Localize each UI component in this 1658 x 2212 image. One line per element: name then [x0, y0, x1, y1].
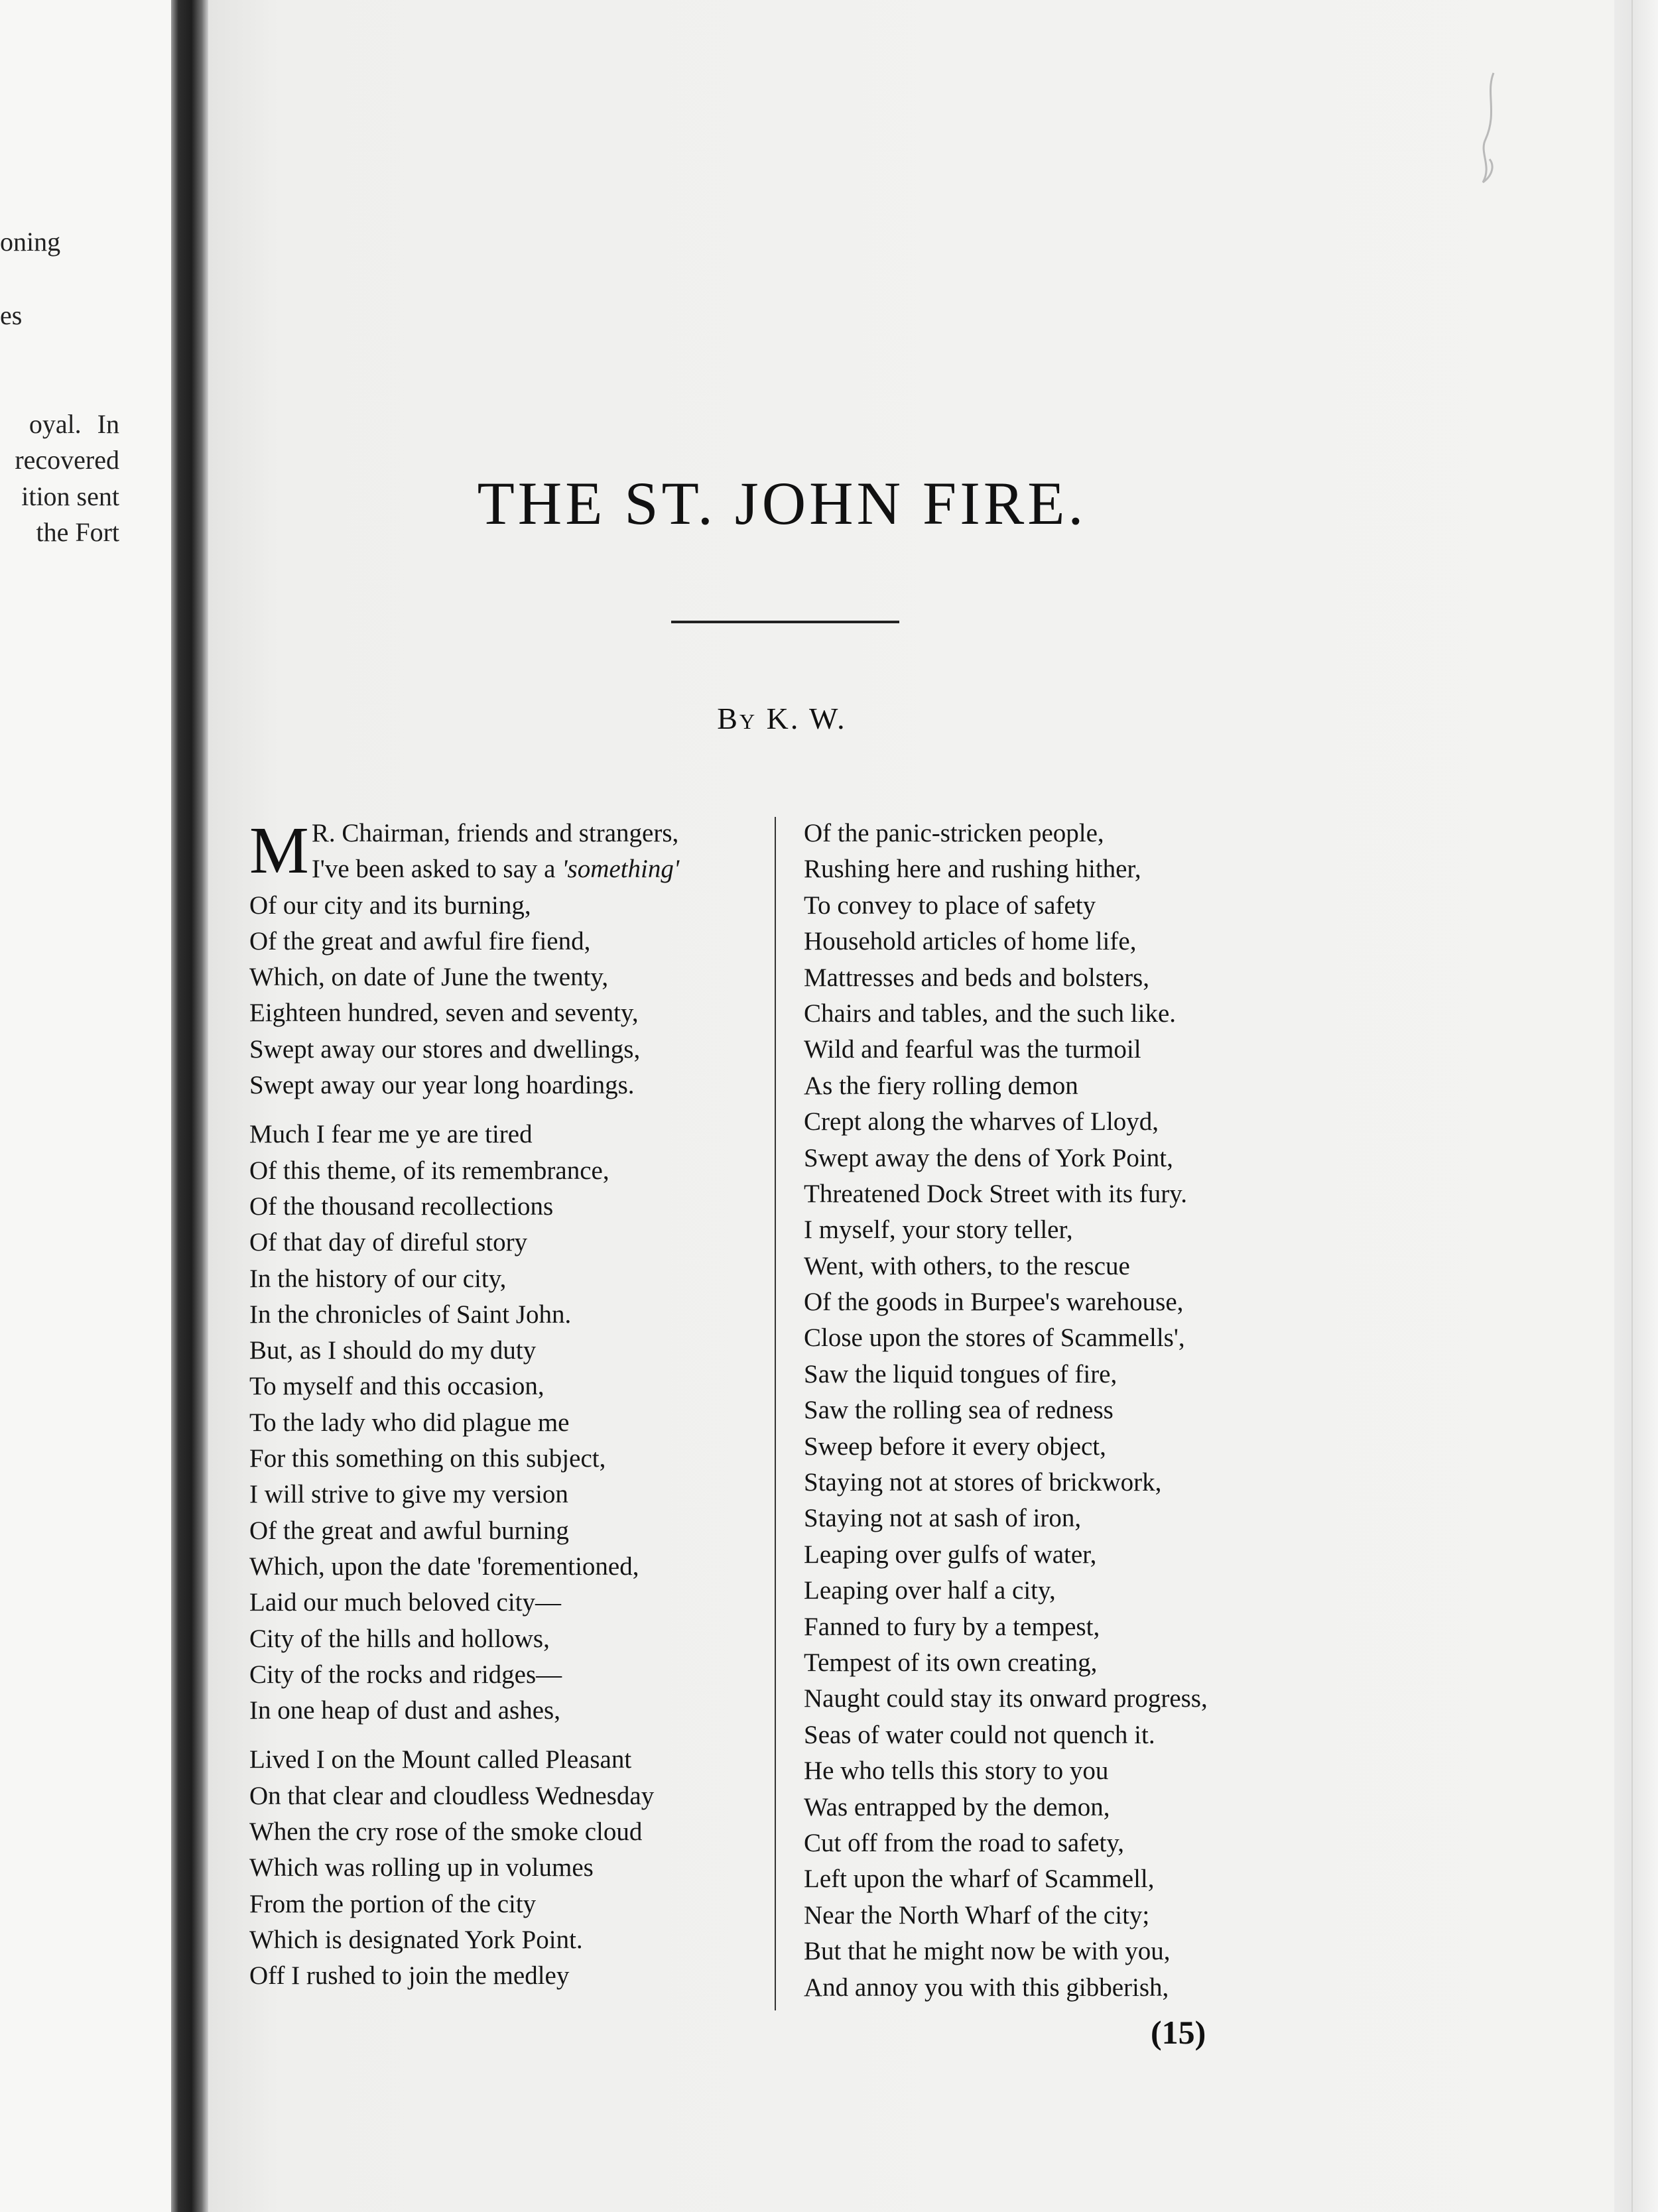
poem-line: Which, upon the date 'forementioned, [249, 1552, 639, 1581]
poem-line: Saw the liquid tongues of fire, [804, 1359, 1117, 1388]
column-divider [775, 817, 776, 2010]
poem-line: Cut off from the road to safety, [804, 1828, 1125, 1857]
facing-page-text: the Fort [36, 517, 119, 547]
poem-line: I myself, your story teller, [804, 1215, 1073, 1245]
poem-line: To the lady who did plague me [249, 1408, 570, 1437]
poem-line: Mattresses and beds and bolsters, [804, 963, 1149, 992]
poem-line: On that clear and cloudless Wednesday [249, 1781, 655, 1810]
facing-page-text: oyal. In [29, 409, 119, 439]
poem-line: City of the hills and hollows, [249, 1624, 550, 1653]
facing-page-text: recovered [15, 445, 119, 475]
poem-line: Which was rolling up in volumes [249, 1853, 594, 1882]
poem-line: Sweep before it every object, [804, 1432, 1106, 1461]
poem-line: City of the rocks and ridges— [249, 1660, 562, 1689]
poem-stanza [249, 1742, 654, 1994]
poem-line: Leaping over gulfs of water, [804, 1540, 1097, 1569]
poem-line: Went, with others, to the rescue [804, 1251, 1130, 1280]
page-title: THE ST. JOHN FIRE. [477, 469, 1087, 537]
poem-line: In one heap of dust and ashes, [249, 1696, 560, 1725]
poem-line: When the cry rose of the smoke cloud [249, 1817, 643, 1847]
page-edge-line [1631, 0, 1633, 2212]
poem-line: Of the great and awful fire fiend, [249, 926, 591, 955]
poem-line: R. Chairman, friends and strangers, [311, 819, 679, 847]
byline-by: By [717, 702, 757, 735]
pencil-mark [1466, 66, 1505, 199]
poem-line: Lived I on the Mount called Pleasant [249, 1745, 632, 1774]
poem-line: For this something on this subject, [249, 1444, 606, 1473]
poem-line: Was entrapped by the demon, [804, 1792, 1110, 1821]
poem-line: Staying not at sash of iron, [804, 1504, 1082, 1533]
poem-line: Staying not at stores of brickwork, [804, 1468, 1162, 1497]
poem-line: Close upon the stores of Scammells', [804, 1323, 1185, 1353]
poem-line: Left upon the wharf of Scammell, [804, 1865, 1155, 1894]
poem-line: Swept away the dens of York Point, [804, 1143, 1173, 1172]
poem-line: Wild and fearful was the turmoil [804, 1035, 1141, 1064]
poem-line: Chairs and tables, and the such like. [804, 999, 1177, 1028]
poem-line: Tempest of its own creating, [804, 1648, 1098, 1677]
poem-line: Off I rushed to join the medley [249, 1961, 570, 1991]
poem-line: As the fiery rolling demon [804, 1071, 1078, 1100]
facing-page-text: ition sent [21, 481, 119, 511]
poem-line: Rushing here and rushing hither, [804, 855, 1141, 884]
poem-line: Of that day of direful story [249, 1228, 528, 1257]
byline-author: K. W. [766, 702, 847, 735]
poem-line: Of the panic-stricken people, [804, 819, 1104, 847]
poem-stanza [249, 1117, 654, 1729]
poem-line: Near the North Wharf of the city; [804, 1900, 1150, 1930]
poem-line: In the chronicles of Saint John. [249, 1300, 572, 1329]
facing-page [0, 0, 171, 2212]
poem-line: Crept along the wharves of Lloyd, [804, 1107, 1159, 1137]
facing-page-text: oning [0, 227, 61, 257]
poem-line: Saw the rolling sea of redness [804, 1396, 1114, 1425]
poem-line: Seas of water could not quench it. [804, 1720, 1155, 1749]
poem-line: Of this theme, of its remembrance, [249, 1156, 609, 1185]
poem-line: Leaping over half a city, [804, 1576, 1056, 1605]
poem-line-emphasis: 'something' [562, 855, 680, 884]
poem-line: Of the goods in Burpee's warehouse, [804, 1288, 1184, 1317]
poem-line: In the history of our city, [249, 1264, 507, 1293]
facing-page-text: es [0, 300, 23, 330]
poem-stanza [249, 813, 680, 1103]
poem-line: From the portion of the city [249, 1889, 537, 1918]
poem-line: Fanned to fury by a tempest, [804, 1612, 1100, 1641]
drop-cap: M [249, 813, 309, 887]
poem-line-text: I've been asked to say a [311, 855, 562, 884]
poem-line: But, as I should do my duty [249, 1336, 537, 1365]
binding-gutter [171, 0, 208, 2212]
poem-line: To convey to place of safety [804, 891, 1096, 920]
poem-line: Of the thousand recollections [249, 1192, 554, 1221]
poem-line: To myself and this occasion, [249, 1372, 544, 1401]
poem-column-right [804, 816, 1208, 2006]
poem-line: Of our city and its burning, [249, 891, 531, 920]
byline [208, 704, 1356, 734]
poem-line: Swept away our year long hoardings. [249, 1071, 635, 1100]
poem-line: And annoy you with this gibberish, [804, 1973, 1169, 2002]
poem-line: Of the great and awful burning [249, 1516, 569, 1545]
poem-line: He who tells this story to you [804, 1756, 1109, 1786]
poem-line: Swept away our stores and dwellings, [249, 1034, 641, 1064]
poem-line: Eighteen hundred, seven and seventy, [249, 999, 639, 1028]
poem-line: Much I fear me ye are tired [249, 1120, 533, 1149]
poem-column-left [249, 813, 680, 1995]
poem-line: Laid our much beloved city— [249, 1588, 562, 1617]
poem-line: Which, on date of June the twenty, [249, 963, 609, 992]
title-rule [671, 621, 899, 623]
page-number: (15) [1151, 2014, 1206, 2051]
poem-line: Household articles of home life, [804, 927, 1137, 956]
poem-line: Threatened Dock Street with its fury. [804, 1179, 1187, 1208]
poem-line: But that he might now be with you, [804, 1937, 1171, 1966]
poem-line [249, 851, 680, 887]
poem-line: Which is designated York Point. [249, 1925, 583, 1954]
poem-line: I will strive to give my version [249, 1480, 568, 1509]
page-edge [1614, 0, 1658, 2212]
poem-line: Naught could stay its onward progress, [804, 1684, 1208, 1713]
